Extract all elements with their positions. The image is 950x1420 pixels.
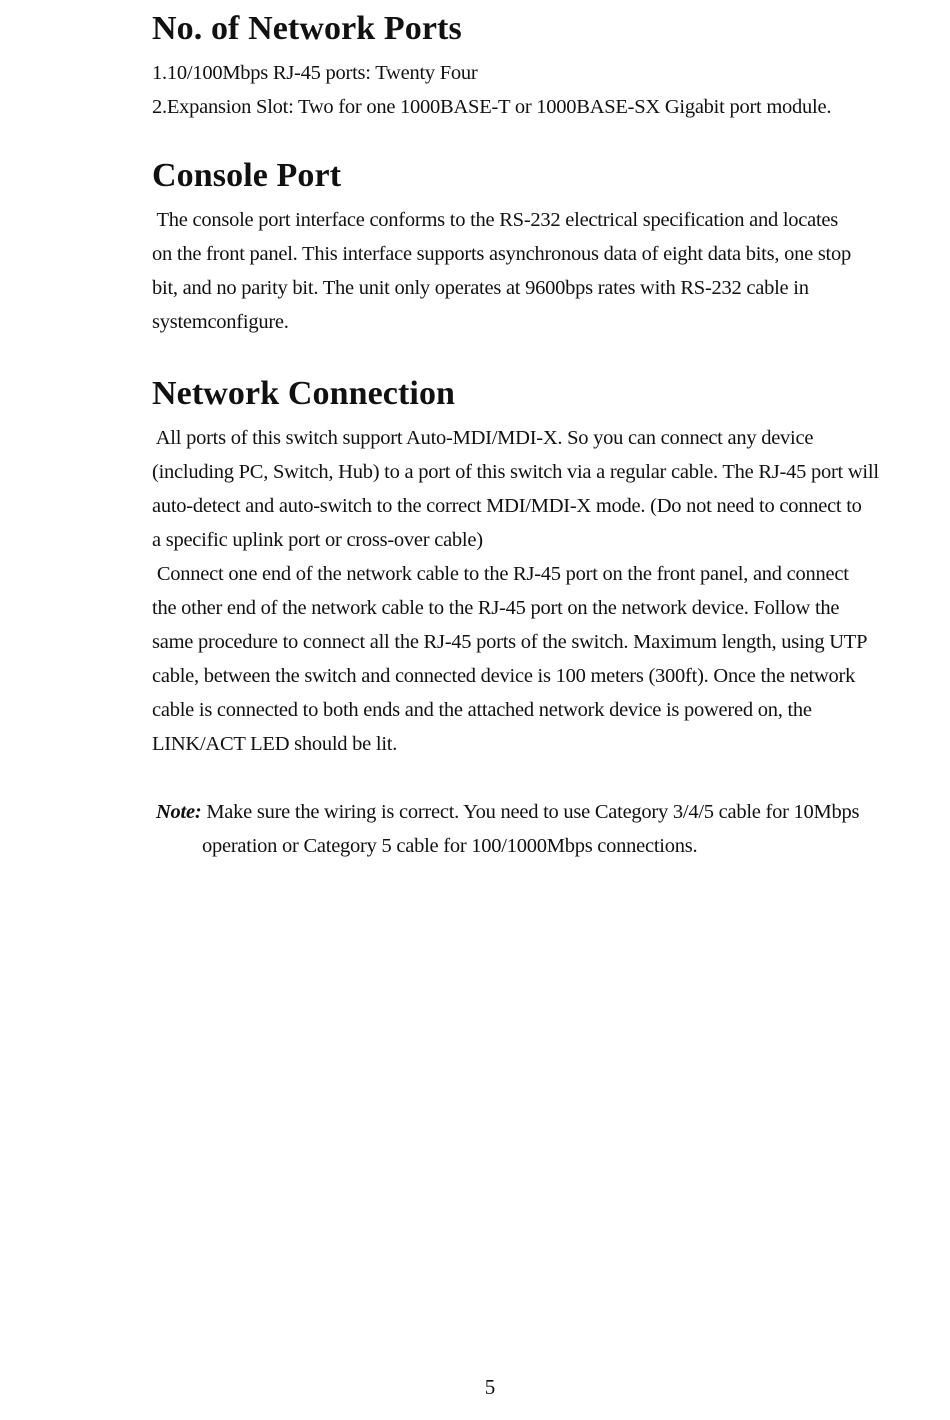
console-line-1: The console port interface conforms to the RS-232 electrical specification and locates	[152, 209, 839, 231]
heading-network-ports: No. of Network Ports	[152, 10, 462, 47]
network-line-6: the other end of the network cable to the RJ-45 port on the network device. Follow the	[152, 597, 840, 619]
note-line-2: operation or Category 5 cable for 100/1000Mbps connections.	[202, 835, 698, 857]
note-label: Note:	[156, 801, 202, 823]
page-number: 5	[484, 1375, 496, 1399]
console-line-2: on the front panel. This interface supports asynchronous data of eight data bits, one stop	[152, 243, 852, 265]
network-line-10: LINK/ACT LED should be lit.	[152, 733, 398, 755]
ports-item-1: 1.10/100Mbps RJ-45 ports: Twenty Four	[152, 62, 478, 84]
ports-item-2: 2.Expansion Slot: Two for one 1000BASE-T or 1000BASE-SX Gigabit port module.	[152, 96, 832, 118]
network-line-1: All ports of this switch support Auto-MDI/MDI-X. So you can connect any device	[152, 427, 814, 449]
network-line-8: cable, between the switch and connected device is 100 meters (300ft). Once the network	[152, 665, 856, 687]
network-line-9: cable is connected to both ends and the attached network device is powered on, the	[152, 699, 812, 721]
network-line-4: a specific uplink port or cross-over cable)	[152, 529, 483, 551]
console-line-4: systemconfigure.	[152, 311, 289, 333]
heading-network-connection: Network Connection	[152, 375, 456, 412]
network-line-7: same procedure to connect all the RJ-45 ports of the switch. Maximum length, using UTP	[152, 631, 868, 653]
network-line-5: Connect one end of the network cable to the RJ-45 port on the front panel, and connect	[152, 563, 849, 585]
note-line-1	[156, 795, 859, 829]
heading-console-port: Console Port	[152, 157, 342, 194]
note-text-1: Make sure the wiring is correct. You need to use Category 3/4/5 cable for 10Mbps	[201, 801, 860, 823]
console-line-3: bit, and no parity bit. The unit only operates at 9600bps rates with RS-232 cable in	[152, 277, 809, 299]
network-line-2: (including PC, Switch, Hub) to a port of this switch via a regular cable. The RJ-45 port will	[152, 461, 879, 483]
network-line-3: auto-detect and auto-switch to the correct MDI/MDI-X mode. (Do not need to connect to	[152, 495, 862, 517]
